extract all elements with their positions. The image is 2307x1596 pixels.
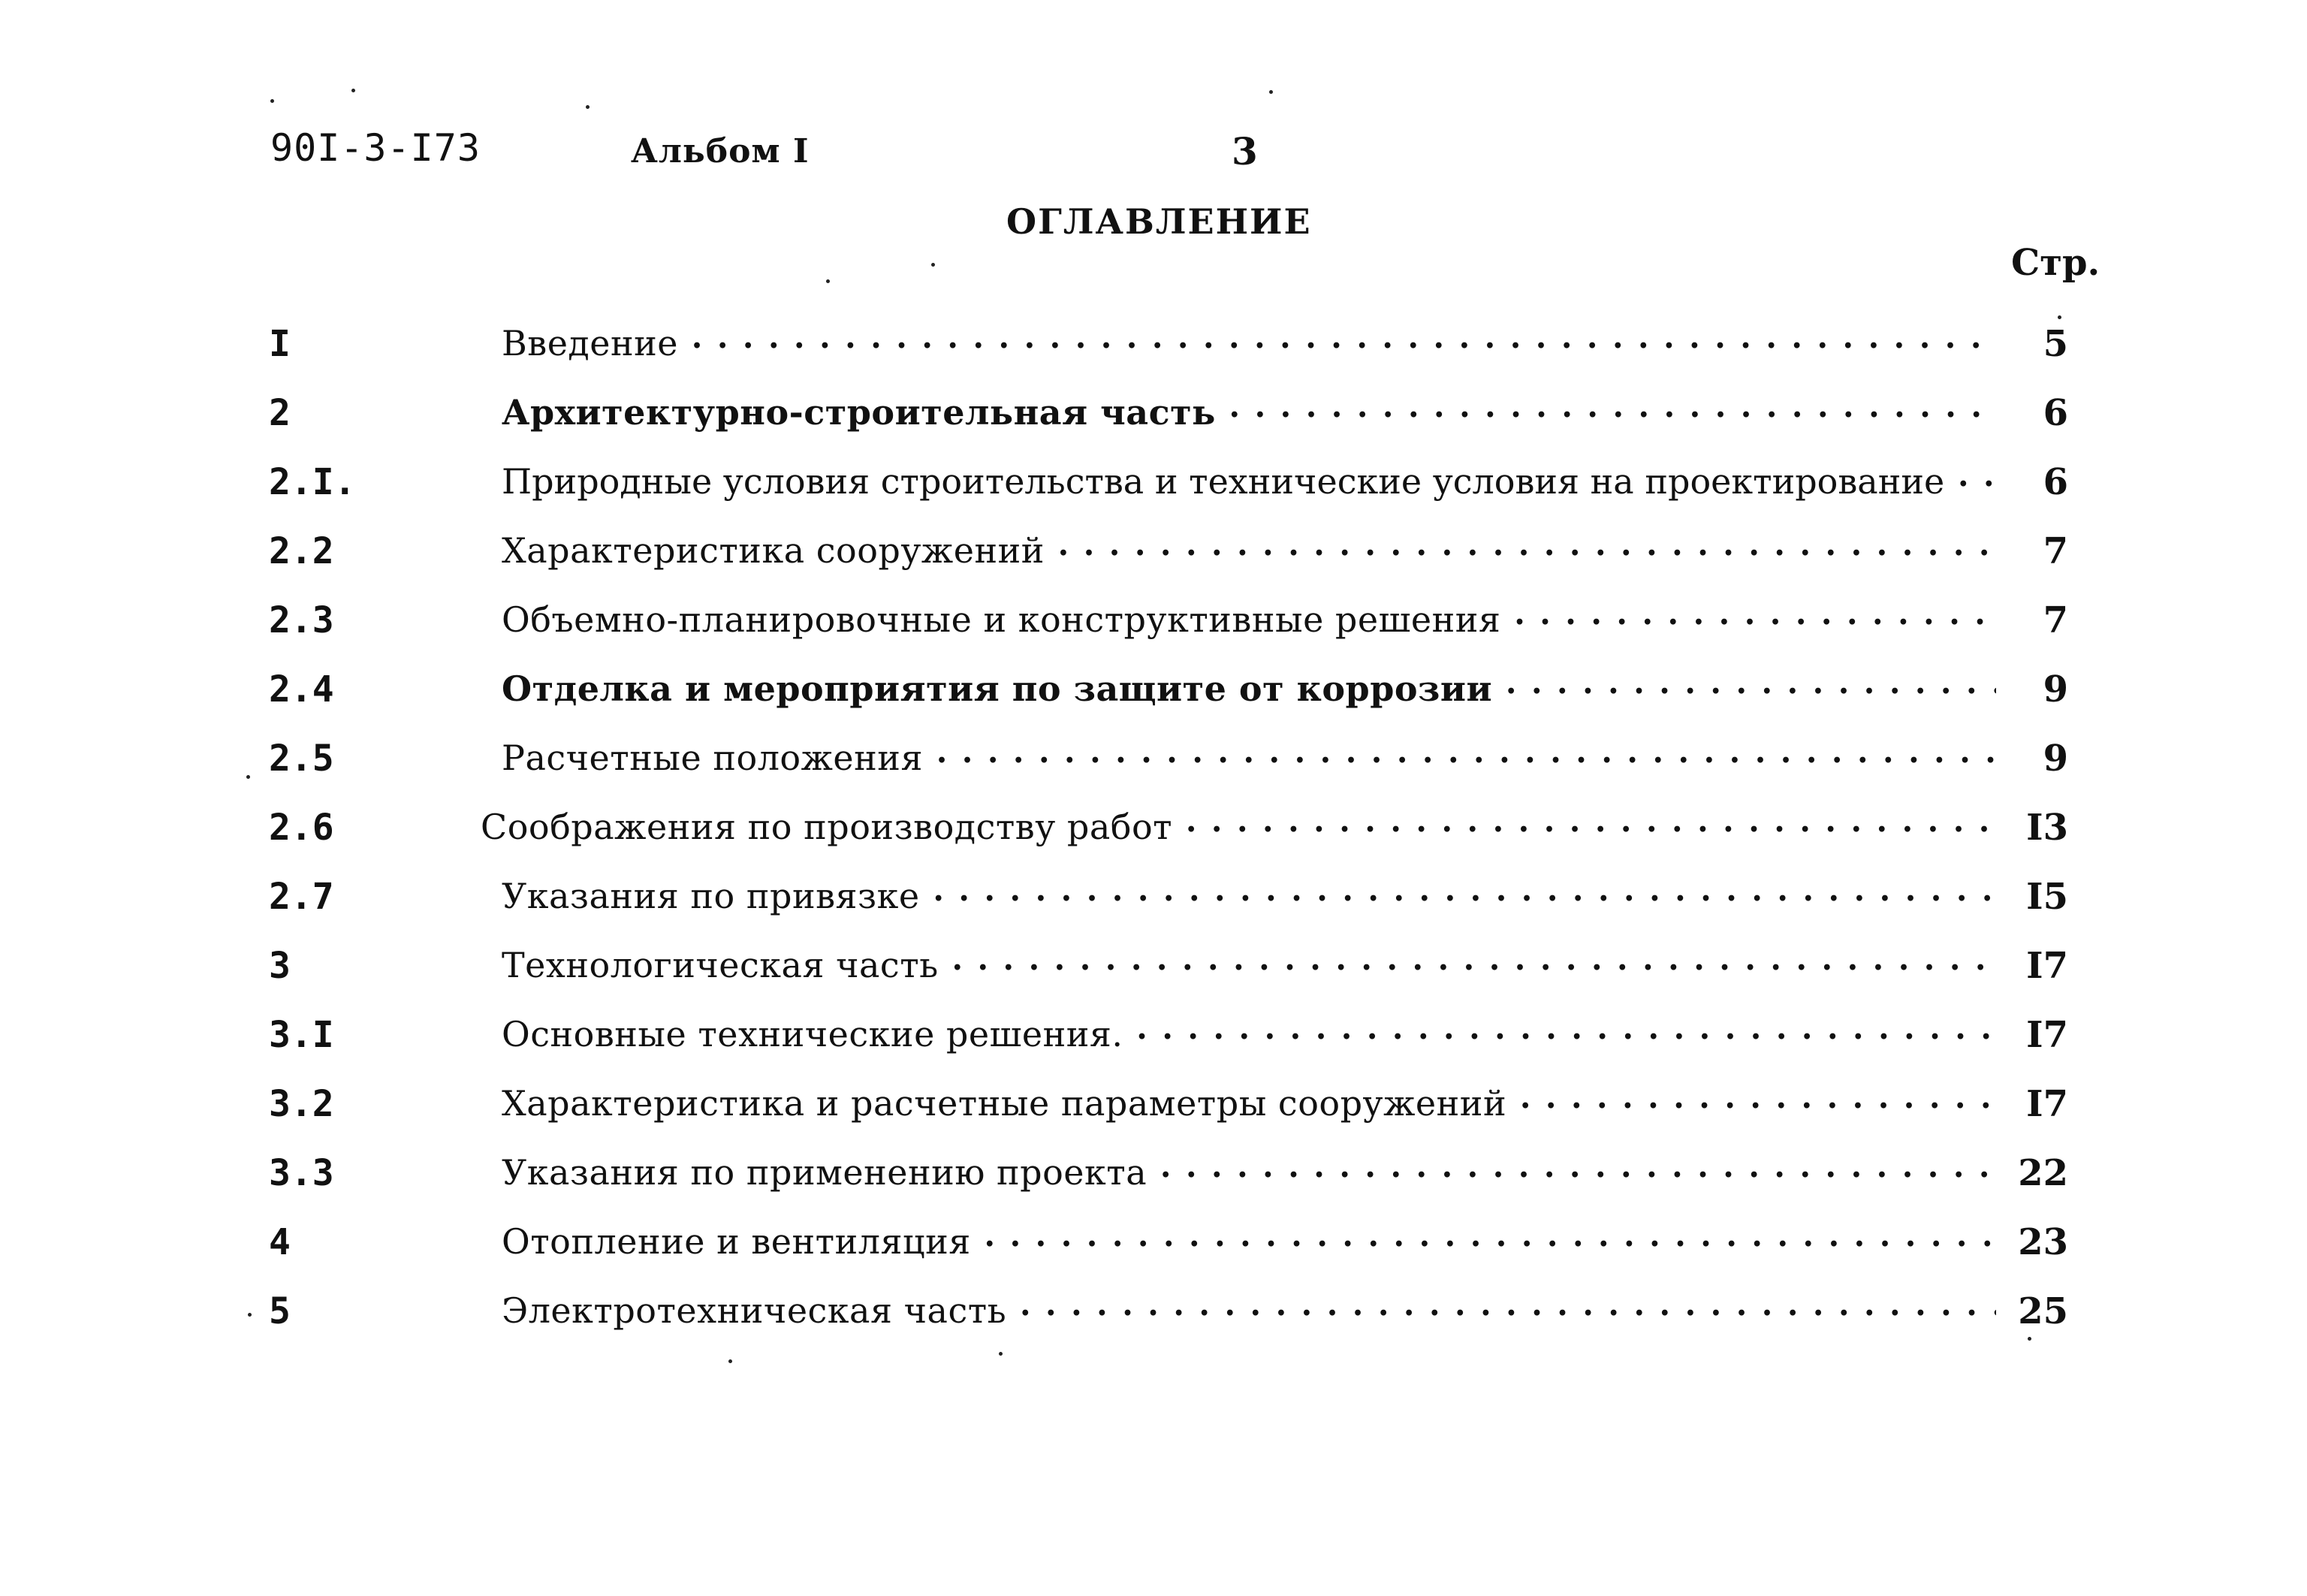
toc-number: 2.I.	[269, 461, 356, 503]
toc-number: 2.4	[269, 668, 334, 711]
dot-leader	[1506, 668, 1996, 709]
toc-row	[0, 592, 2307, 661]
dot-leader	[1160, 1152, 1996, 1193]
album-label: Альбом I	[631, 132, 810, 170]
toc-label: Указания по привязке	[502, 876, 920, 916]
dot-leader	[1020, 1290, 1996, 1331]
scan-speck	[246, 775, 250, 779]
scan-speck	[586, 105, 590, 109]
toc-page: 7	[2043, 530, 2068, 572]
toc-label: Технологическая часть	[502, 945, 939, 985]
toc-number: 2	[269, 392, 291, 434]
toc-number: 3.3	[269, 1152, 334, 1194]
toc-row	[0, 315, 2307, 385]
toc-row	[0, 1214, 2307, 1283]
toc-row	[0, 1076, 2307, 1145]
toc-label: Характеристика и расчетные параметры сооружений	[502, 1083, 1507, 1124]
toc-page: I7	[2026, 945, 2068, 987]
toc-row	[0, 799, 2307, 868]
toc-number: 4	[269, 1221, 291, 1263]
toc-page: 9	[2043, 668, 2068, 711]
toc-page: 22	[2018, 1152, 2068, 1194]
document-code: 90I-3-I73	[270, 126, 481, 170]
toc-number: I	[269, 323, 291, 365]
toc-page: 7	[2043, 599, 2068, 641]
toc-label: Архитектурно-строительная часть	[502, 392, 1216, 433]
toc-page: 9	[2043, 738, 2068, 780]
dot-leader	[692, 323, 1996, 364]
toc-number: 2.6	[269, 807, 334, 849]
scan-speck	[2028, 1337, 2031, 1341]
toc-page: 25	[2018, 1290, 2068, 1332]
toc-row	[0, 868, 2307, 937]
scan-speck	[2058, 315, 2061, 319]
toc-label: Указания по применению проекта	[502, 1152, 1147, 1193]
toc-label: Расчетные положения	[502, 738, 923, 778]
dot-leader	[1058, 530, 1996, 571]
toc-number: 2.5	[269, 738, 334, 780]
page-title: ОГЛАВЛЕНИЕ	[1006, 201, 1312, 242]
toc-row	[0, 454, 2307, 523]
toc-label: Отделка и мероприятия по защите от коррозии	[502, 668, 1493, 709]
scan-speck	[826, 279, 830, 283]
toc-page: I5	[2026, 876, 2068, 918]
dot-leader	[933, 876, 1996, 916]
toc-page: 6	[2043, 392, 2068, 434]
scan-speck	[248, 1313, 252, 1317]
toc-row	[0, 1145, 2307, 1214]
dot-leader	[1137, 1014, 1996, 1054]
toc-label: Отопление и вентиляция	[502, 1221, 971, 1262]
toc-row	[0, 385, 2307, 454]
toc-label: Соображения по производству работ	[481, 807, 1173, 847]
page-column-header: Стр.	[2011, 242, 2100, 284]
dot-leader	[936, 738, 1996, 778]
toc-page: 6	[2043, 461, 2068, 503]
scan-speck	[728, 1359, 732, 1363]
toc-label: Природные условия строительства и технические условия на проектирование	[502, 461, 1945, 502]
toc-page: I7	[2026, 1014, 2068, 1056]
scan-speck	[351, 89, 355, 92]
toc-number: 5	[269, 1290, 291, 1332]
toc-number: 3.I	[269, 1014, 334, 1056]
toc-label: Введение	[502, 323, 679, 364]
toc-row	[0, 661, 2307, 730]
dot-leader	[1520, 1083, 1996, 1124]
toc-row	[0, 1283, 2307, 1352]
dot-leader	[985, 1221, 1996, 1262]
scan-speck	[1269, 90, 1273, 94]
dot-leader	[1958, 461, 1996, 502]
scan-speck	[999, 1352, 1003, 1356]
toc-page: I7	[2026, 1083, 2068, 1125]
dot-leader	[1186, 807, 1996, 847]
scan-speck	[931, 263, 935, 267]
toc-label: Объемно-планировочные и конструктивные решения	[502, 599, 1501, 640]
toc-page: 23	[2018, 1221, 2068, 1263]
toc-row	[0, 937, 2307, 1006]
toc-page: 5	[2043, 323, 2068, 365]
toc-label: Основные технические решения.	[502, 1014, 1123, 1054]
toc-number: 2.2	[269, 530, 334, 572]
dot-leader	[952, 945, 1996, 985]
dot-leader	[1229, 392, 1996, 433]
toc-row	[0, 730, 2307, 799]
toc-label: Характеристика сооружений	[502, 530, 1045, 571]
toc-number: 2.7	[269, 876, 334, 918]
scan-speck	[270, 99, 274, 103]
toc-page: I3	[2026, 807, 2068, 849]
dot-leader	[1514, 599, 1996, 640]
toc-label: Электротехническая часть	[502, 1290, 1007, 1331]
page-number: 3	[1232, 129, 1259, 173]
toc-number: 3.2	[269, 1083, 334, 1125]
toc-row	[0, 1006, 2307, 1076]
toc-number: 2.3	[269, 599, 334, 641]
toc-row	[0, 523, 2307, 592]
toc-number: 3	[269, 945, 291, 987]
